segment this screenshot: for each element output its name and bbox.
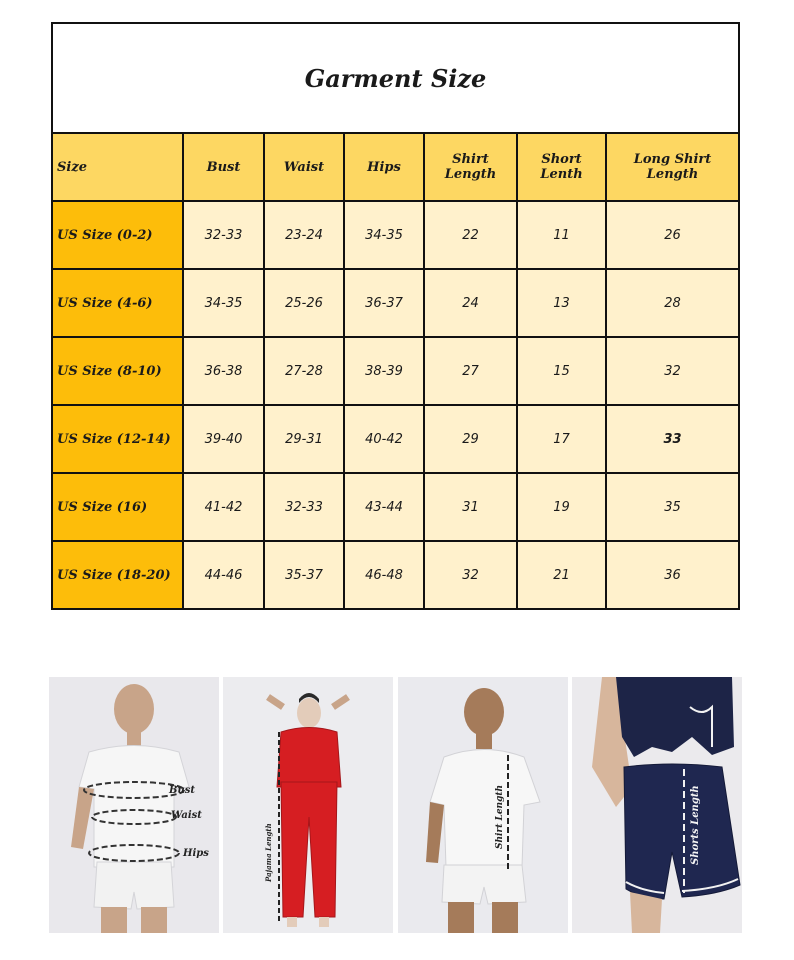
photo-bust-waist-hips (49, 677, 219, 933)
table-row (52, 405, 739, 473)
hips-value: 46-48 (344, 541, 424, 609)
shirt-length-value: 31 (424, 473, 517, 541)
long-shirt-length-value: 28 (606, 269, 739, 337)
waist-value: 32-33 (264, 473, 344, 541)
row-size-label: US Size (8-10) (52, 337, 183, 405)
header-short-length: Short Lenth (517, 133, 606, 201)
short-length-value: 19 (517, 473, 606, 541)
short-length-value: 13 (517, 269, 606, 337)
table-row (52, 337, 739, 405)
long-shirt-length-value: 36 (606, 541, 739, 609)
hips-value: 40-42 (344, 405, 424, 473)
hips-value: 36-37 (344, 269, 424, 337)
header-long-shirt-length: Long Shirt Length (606, 133, 739, 201)
shirt-length-value: 32 (424, 541, 517, 609)
short-length-value: 17 (517, 405, 606, 473)
waist-label: Waist (171, 810, 202, 821)
table-row (52, 473, 739, 541)
bust-value: 44-46 (183, 541, 264, 609)
table-row (52, 201, 739, 269)
short-length-value: 11 (517, 201, 606, 269)
shirt-length-value: 22 (424, 201, 517, 269)
header-bust: Bust (183, 133, 264, 201)
photo-shirt-length (398, 677, 568, 933)
shorts-length-label: Shorts Length (690, 785, 701, 865)
long-shirt-length-value: 33 (606, 405, 739, 473)
waist-value: 29-31 (264, 405, 344, 473)
model-head (297, 698, 321, 728)
row-size-label: US Size (18-20) (52, 541, 183, 609)
waist-value: 25-26 (264, 269, 344, 337)
header-size: Size (52, 133, 183, 201)
long-shirt-length-value: 35 (606, 473, 739, 541)
long-shirt-length-value: 32 (606, 337, 739, 405)
shirt-length-label: Shirt Length (495, 784, 505, 849)
pajama-length-label: Pajama Length (264, 823, 273, 882)
hips-value: 38-39 (344, 337, 424, 405)
hips-value: 34-35 (344, 201, 424, 269)
chart-title: Garment Size (52, 23, 739, 133)
photo-shorts-length (572, 677, 742, 933)
header-waist: Waist (264, 133, 344, 201)
shirt-length-value: 29 (424, 405, 517, 473)
waist-value: 35-37 (264, 541, 344, 609)
model-head (464, 688, 504, 736)
hips-value: 43-44 (344, 473, 424, 541)
model-head (114, 684, 154, 734)
size-chart-table (51, 22, 740, 610)
bust-value: 34-35 (183, 269, 264, 337)
bust-value: 39-40 (183, 405, 264, 473)
bust-value: 32-33 (183, 201, 264, 269)
row-size-label: US Size (12-14) (52, 405, 183, 473)
short-length-value: 21 (517, 541, 606, 609)
long-shirt-length-value: 26 (606, 201, 739, 269)
waist-value: 27-28 (264, 337, 344, 405)
header-hips: Hips (344, 133, 424, 201)
header-shirt-length: Shirt Length (424, 133, 517, 201)
shirt-length-value: 24 (424, 269, 517, 337)
waist-value: 23-24 (264, 201, 344, 269)
row-size-label: US Size (16) (52, 473, 183, 541)
header-row (52, 133, 739, 201)
table-row (52, 269, 739, 337)
row-size-label: US Size (4-6) (52, 269, 183, 337)
table-row (52, 541, 739, 609)
bust-label: Bust (169, 785, 195, 796)
photo-pajama-length (223, 677, 393, 933)
shirt-length-value: 27 (424, 337, 517, 405)
short-length-value: 15 (517, 337, 606, 405)
bust-value: 36-38 (183, 337, 264, 405)
hips-label: Hips (183, 848, 209, 859)
bust-value: 41-42 (183, 473, 264, 541)
row-size-label: US Size (0-2) (52, 201, 183, 269)
